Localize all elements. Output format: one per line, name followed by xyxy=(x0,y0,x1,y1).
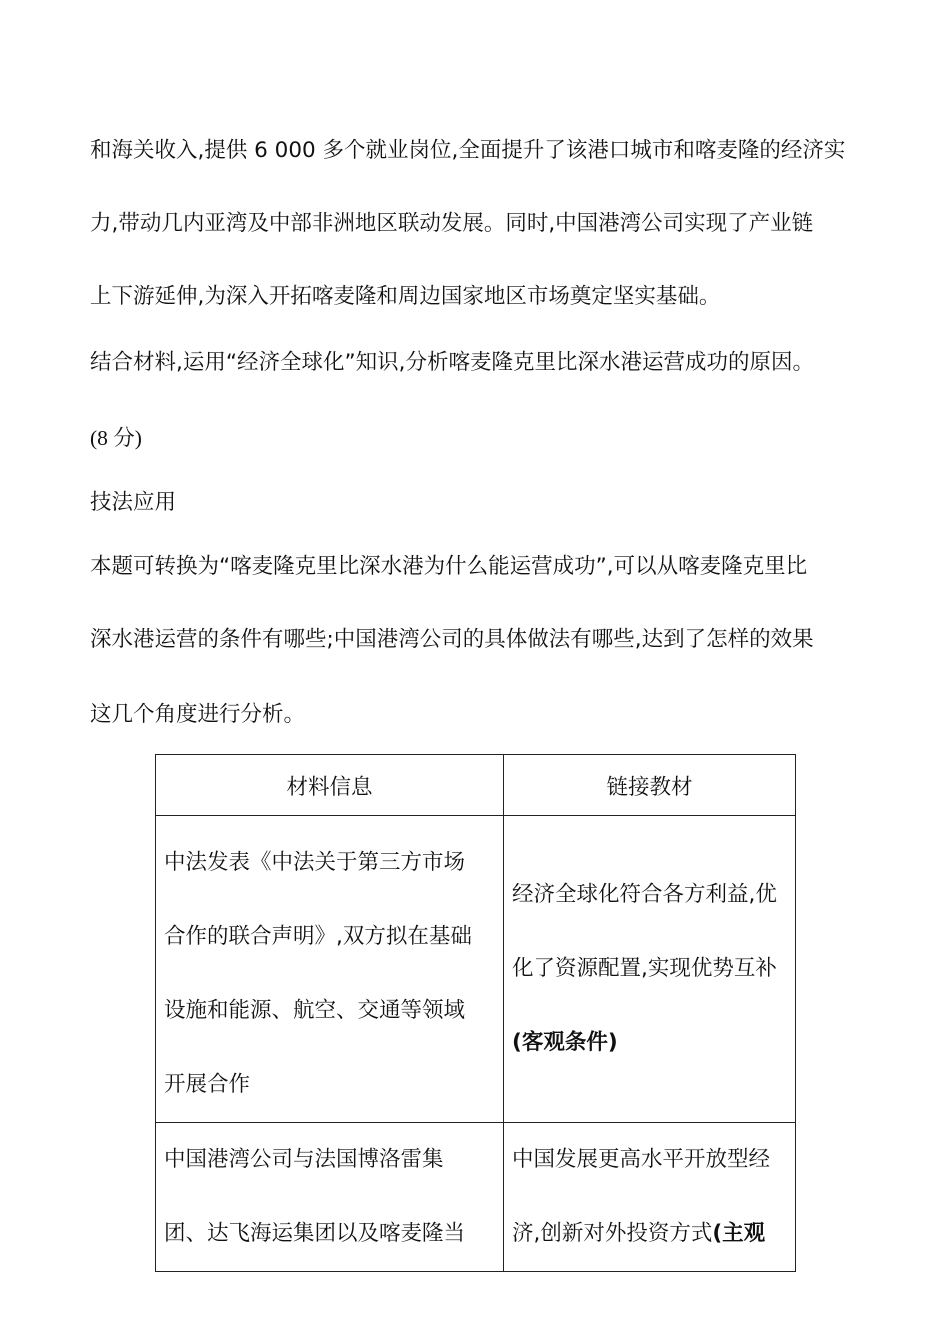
textbook-line: 经济全球化符合各方利益,优 xyxy=(512,882,777,907)
analysis-line-1: 本题可转换为“喀麦隆克里比深水港为什么能运营成功”,可以从喀麦隆克里比 xyxy=(90,554,808,579)
material-line: 设施和能源、航空、交通等领域 xyxy=(164,998,466,1023)
analysis-line-2: 深水港运营的条件有哪些;中国港湾公司的具体做法有哪些,达到了怎样的效果 xyxy=(90,627,814,652)
material-line: 合作的联合声明》,双方拟在基础 xyxy=(164,924,472,949)
table-row xyxy=(156,816,796,1123)
table-row xyxy=(156,1123,796,1272)
question-line-1: 结合材料,运用“经济全球化”知识,分析喀麦隆克里比深水港运营成功的原因。 xyxy=(90,350,814,375)
paragraph-line-3: 上下游延伸,为深入开拓喀麦隆和周边国家地区市场奠定坚实基础。 xyxy=(90,284,721,309)
paragraph-line-2: 力,带动几内亚湾及中部非洲地区联动发展。同时,中国港湾公司实现了产业链 xyxy=(90,211,814,236)
header-material-info: 材料信息 xyxy=(156,755,504,816)
material-cell xyxy=(156,1123,504,1272)
material-line: 开展合作 xyxy=(164,1072,251,1097)
header-textbook-link: 链接教材 xyxy=(504,755,796,816)
material-cell xyxy=(156,816,504,1123)
material-line: 中国港湾公司与法国博洛雷集 xyxy=(164,1147,444,1172)
material-table xyxy=(155,754,796,1272)
paragraph-line-1: 和海关收入,提供 6 000 多个就业岗位,全面提升了该港口城市和喀麦隆的经济实 xyxy=(90,138,846,163)
textbook-line: 化了资源配置,实现优势互补 xyxy=(512,956,777,981)
textbook-tag-subjective: (主观 xyxy=(712,1221,766,1246)
material-line: 团、达飞海运集团以及喀麦隆当 xyxy=(164,1221,466,1246)
textbook-tag-objective: (客观条件) xyxy=(512,1030,618,1055)
question-score: (8 分) xyxy=(90,426,142,450)
textbook-cell xyxy=(504,816,796,1123)
textbook-line: 中国发展更高水平开放型经 xyxy=(512,1147,771,1172)
material-line: 中法发表《中法关于第三方市场 xyxy=(164,850,466,875)
textbook-cell xyxy=(504,1123,796,1272)
textbook-line xyxy=(512,1197,795,1271)
section-title: 技法应用 xyxy=(90,490,177,515)
analysis-line-3: 这几个角度进行分析。 xyxy=(90,702,306,727)
textbook-text: 济,创新对外投资方式 xyxy=(512,1221,713,1246)
